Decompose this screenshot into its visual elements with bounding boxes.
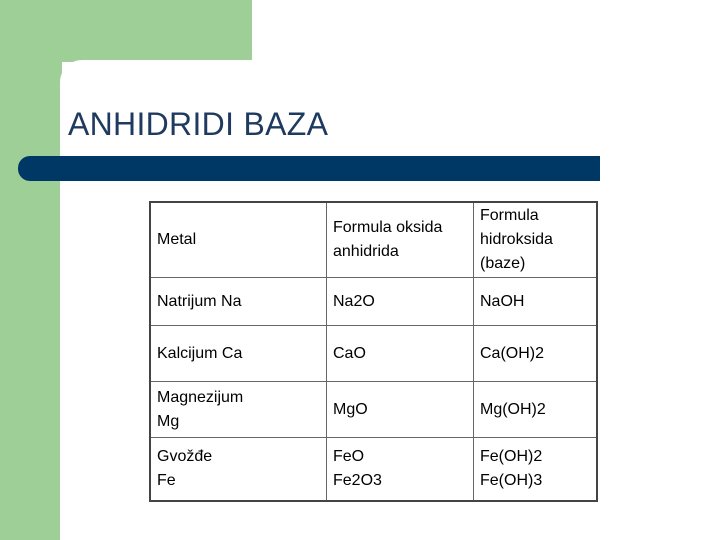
metal-cell: Gvožđe Fe bbox=[150, 438, 327, 502]
metal-cell: Natrijum Na bbox=[150, 278, 327, 326]
hydroxide-cell: Fe(OH)2 Fe(OH)3 bbox=[474, 438, 598, 502]
hydroxide-table bbox=[149, 201, 598, 502]
hydroxide-cell: Ca(OH)2 bbox=[474, 326, 598, 382]
table-row bbox=[150, 326, 597, 382]
metal-cell: Magnezijum Mg bbox=[150, 382, 327, 438]
slide-title: ANHIDRIDI BAZA bbox=[68, 106, 329, 142]
metal-cell: Kalcijum Ca bbox=[150, 326, 327, 382]
hydroxide-cell: Mg(OH)2 bbox=[474, 382, 598, 438]
table-row bbox=[150, 438, 597, 502]
table-header-row bbox=[150, 202, 597, 278]
title-underline-bar bbox=[18, 156, 600, 181]
header-hydroxide-formula: Formula hidroksida (baze) bbox=[474, 202, 598, 278]
table-row bbox=[150, 382, 597, 438]
oxide-cell: Na2O bbox=[327, 278, 474, 326]
header-metal: Metal bbox=[150, 202, 327, 278]
oxide-cell: MgO bbox=[327, 382, 474, 438]
table-row bbox=[150, 278, 597, 326]
decorative-green-bar-top bbox=[0, 0, 252, 62]
hydroxide-cell: NaOH bbox=[474, 278, 598, 326]
decorative-green-bar-left bbox=[0, 0, 62, 540]
oxide-cell: CaO bbox=[327, 326, 474, 382]
header-oxide-formula: Formula oksida anhidrida bbox=[327, 202, 474, 278]
oxide-cell: FeO Fe2O3 bbox=[327, 438, 474, 502]
